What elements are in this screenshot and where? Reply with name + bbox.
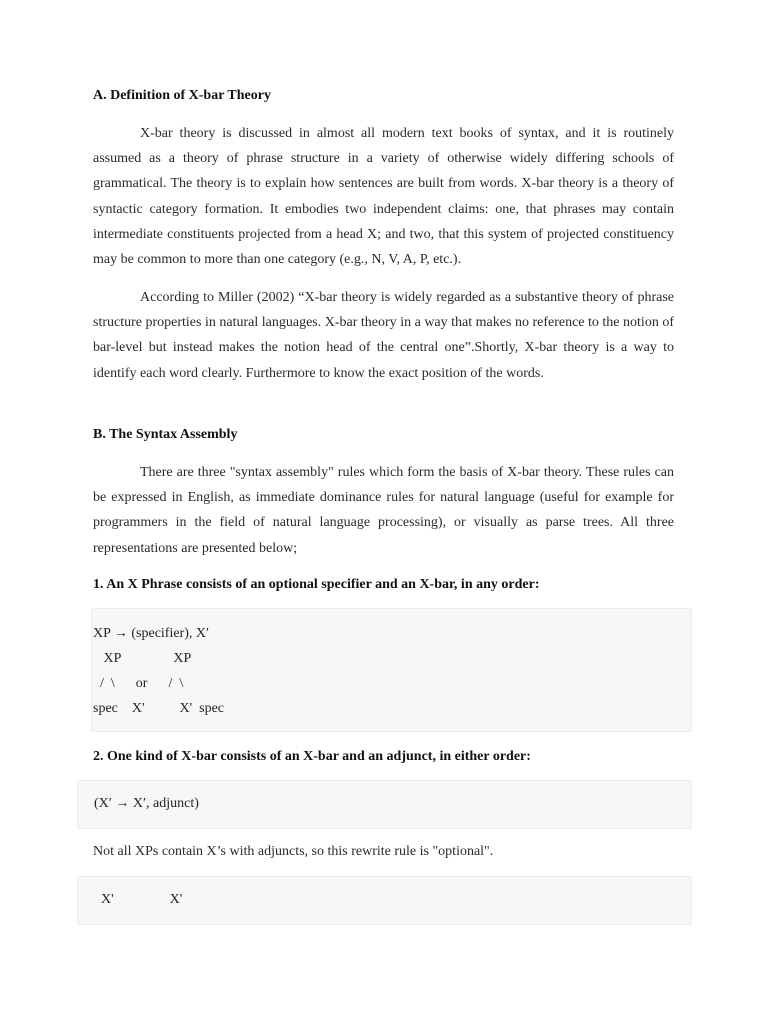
rule-1-code-line-2: XP XP <box>93 651 192 666</box>
rule-2-code-block <box>77 780 692 829</box>
section-b-paragraph-1: There are three "syntax assembly" rules which form the basis of X-bar theory. These rules can be expressed in English, as immediate dominance rules for natural language (useful for example for programmers in the field of natural language processing), or visually as parse trees. All three representations are presented below; <box>93 465 674 556</box>
rule-1-code-line-1: XP → (specifier), X′ <box>93 626 210 641</box>
section-a-paragraph-1: X-bar theory is discussed in almost all modern text books of syntax, and it is routinely assumed as a theory of phrase structure in a variety of otherwise widely differing schools of grammatical. The theory is to explain how sentences are built from words. X-bar theory is a theory of syntactic category formation. It embodies two independent claims: one, that phrases may contain intermediate constituents projected from a head X; and two, that this system of projected constituency may be common to more than one category (e.g., N, V, A, P, etc.). <box>93 126 674 268</box>
rule-1-heading: 1. An X Phrase consists of an optional specifier and an X-bar, in any order: <box>93 577 540 592</box>
rule-1-code-line-3: / \ or / \ <box>93 676 184 691</box>
rule-2-heading: 2. One kind of X-bar consists of an X-bar and an adjunct, in either order: <box>93 749 531 764</box>
rule-1-code-line-4: spec X' X' spec <box>93 701 225 716</box>
section-a-paragraph-2: According to Miller (2002) “X-bar theory is widely regarded as a substantive theory of phrase structure properties in natural languages. X-bar theory in a way that makes no reference to the notion of bar-level but instead makes the notion head of the central one”.Shortly, X-bar theory is a way to identify each word clearly. Furthermore to know the exact position of the words. <box>93 290 674 381</box>
section-a-heading: A. Definition of X-bar Theory <box>93 88 271 103</box>
rule-2-code-line: (X′ → X′, adjunct) <box>94 796 199 811</box>
rule-1-code-block <box>91 608 692 732</box>
rule-2-tree-line: X' X' <box>94 892 183 907</box>
section-b-heading: B. The Syntax Assembly <box>93 427 238 442</box>
rule-2-note: Not all XPs contain X’s with adjuncts, so this rewrite rule is "optional". <box>93 844 494 859</box>
rule-2-tree-block <box>77 876 692 925</box>
